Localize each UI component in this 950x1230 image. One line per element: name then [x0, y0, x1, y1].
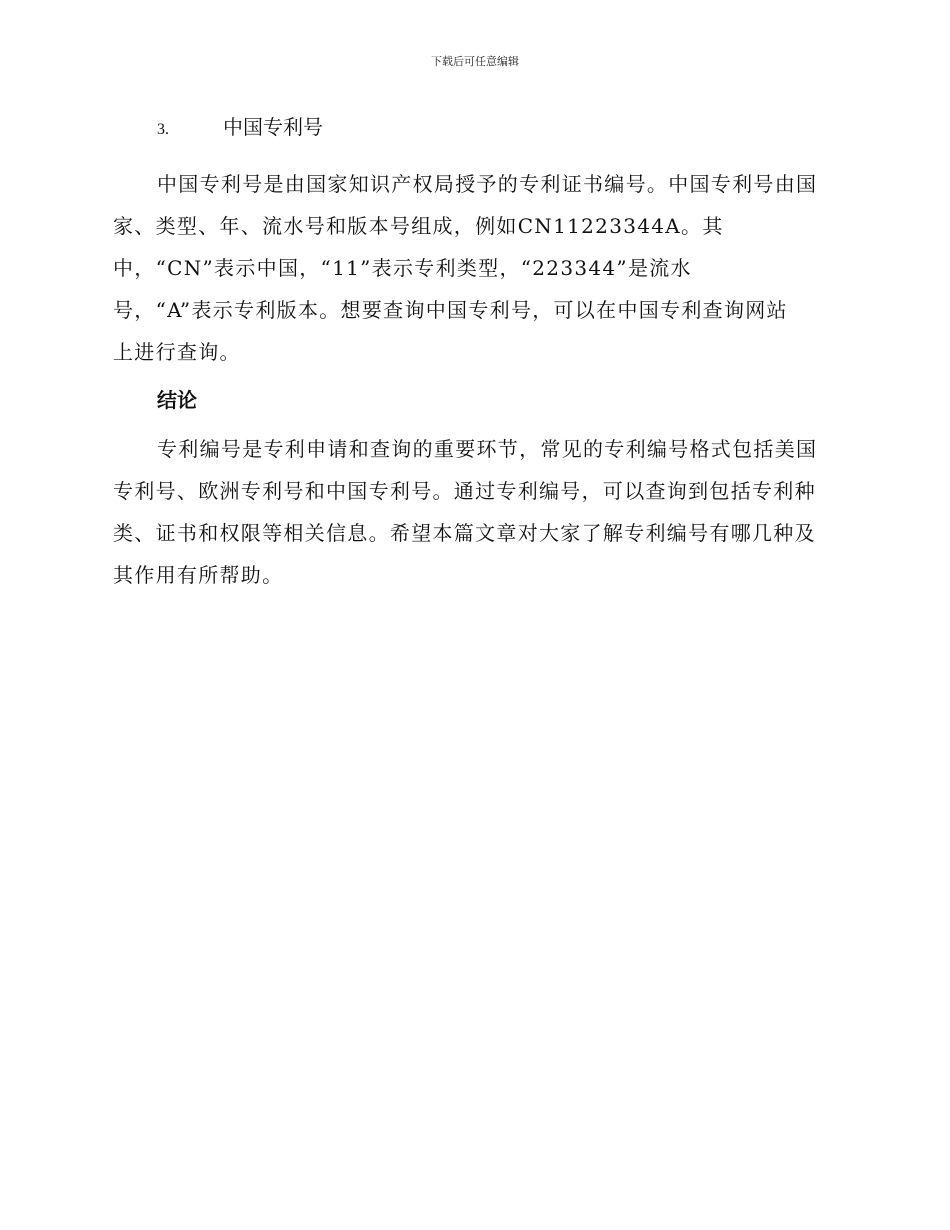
- paragraph-line: 中，“CN”表示中国，“11”表示专利类型，“223344”是流水: [113, 256, 692, 280]
- paragraph-line: 类、证书和权限等相关信息。希望本篇文章对大家了解专利编号有哪几种及: [113, 521, 816, 545]
- paragraph-line: 号，“A”表示专利版本。想要查询中国专利号，可以在中国专利查询网站: [113, 298, 788, 322]
- paragraph-line: 其作用有所帮助。: [113, 563, 284, 587]
- page-header: 下载后可任意编辑: [431, 55, 519, 68]
- document-body: [113, 111, 833, 596]
- section-title: 中国专利号: [223, 115, 323, 139]
- section-paragraph: [113, 163, 833, 373]
- paragraph-line: 上进行查询。: [113, 340, 241, 364]
- conclusion-heading: 结论: [157, 388, 197, 412]
- section-heading: [113, 111, 833, 143]
- paragraph-line: 家、类型、年、流水号和版本号组成，例如CN11223344A。其: [113, 214, 724, 238]
- paragraph-line: 专利编号是专利申请和查询的重要环节，常见的专利编号格式包括美国: [157, 437, 818, 461]
- conclusion-paragraph: [113, 428, 833, 596]
- paragraph-line: 专利号、欧洲专利号和中国专利号。通过专利编号，可以查询到包括专利种: [113, 479, 816, 503]
- paragraph-line: 中国专利号是由国家知识产权局授予的专利证书编号。中国专利号由国: [157, 172, 818, 196]
- section-number: 3.: [157, 121, 169, 138]
